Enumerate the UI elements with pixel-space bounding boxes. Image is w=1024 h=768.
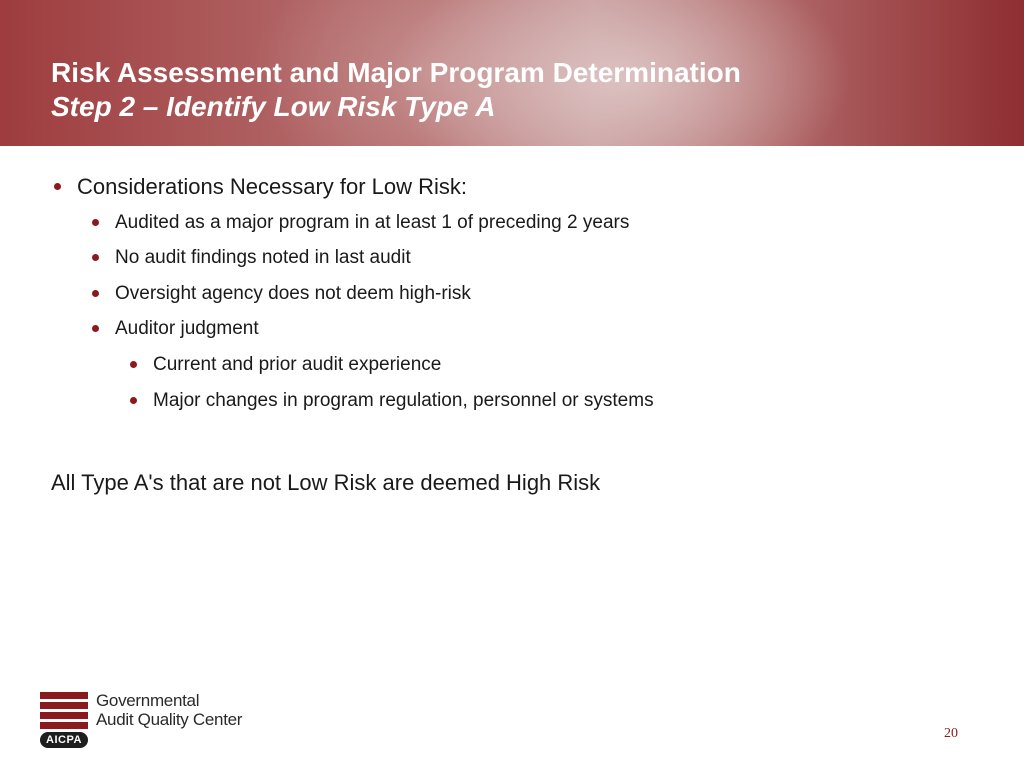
gaqc-logo <box>40 690 243 750</box>
bullet-auditor-judgment <box>115 318 259 340</box>
bullet-dot-icon <box>130 397 137 404</box>
logo-bar <box>40 702 88 709</box>
logo-text-line1: Governmental <box>96 691 200 710</box>
bullet-text: Considerations Necessary for Low Risk: <box>77 174 468 199</box>
bullet-text: Audited as a major program in at least 1 of preceding 2 years <box>115 212 630 233</box>
logo-bar <box>40 712 88 719</box>
logo-bar <box>40 722 88 729</box>
bullet-dot-icon <box>130 361 137 368</box>
bullet-text: Major changes in program regulation, personnel or systems <box>153 390 654 411</box>
bullet-dot-icon <box>92 254 99 261</box>
bullet-dot-icon <box>92 325 99 332</box>
bullet-dot-icon <box>54 183 61 190</box>
logo-text-line2: Audit Quality Center <box>96 710 243 729</box>
page-number: 20 <box>944 726 958 741</box>
bullet-audit-experience <box>153 354 441 376</box>
bullet-dot-icon <box>92 219 99 226</box>
high-risk-statement: All Type A's that are not Low Risk are deemed High Risk <box>51 470 601 495</box>
bullet-text: Oversight agency does not deem high-risk <box>115 283 471 304</box>
bullet-audited-major <box>115 212 629 234</box>
aicpa-badge: AICPA <box>40 732 88 748</box>
logo-bar <box>40 692 88 699</box>
bullet-text: Current and prior audit experience <box>153 354 442 375</box>
title-main: Risk Assessment and Major Program Determination <box>51 57 741 88</box>
bullet-no-findings <box>115 247 411 269</box>
bullet-major-changes <box>153 390 654 412</box>
title-banner <box>0 0 1024 146</box>
bullet-text: No audit findings noted in last audit <box>115 247 411 268</box>
bullet-considerations <box>77 174 467 200</box>
title-subtitle: Step 2 – Identify Low Risk Type A <box>51 90 496 122</box>
bullet-dot-icon <box>92 290 99 297</box>
bullet-oversight-agency <box>115 283 471 305</box>
bullet-text: Auditor judgment <box>115 318 259 339</box>
slide-title <box>51 56 741 123</box>
